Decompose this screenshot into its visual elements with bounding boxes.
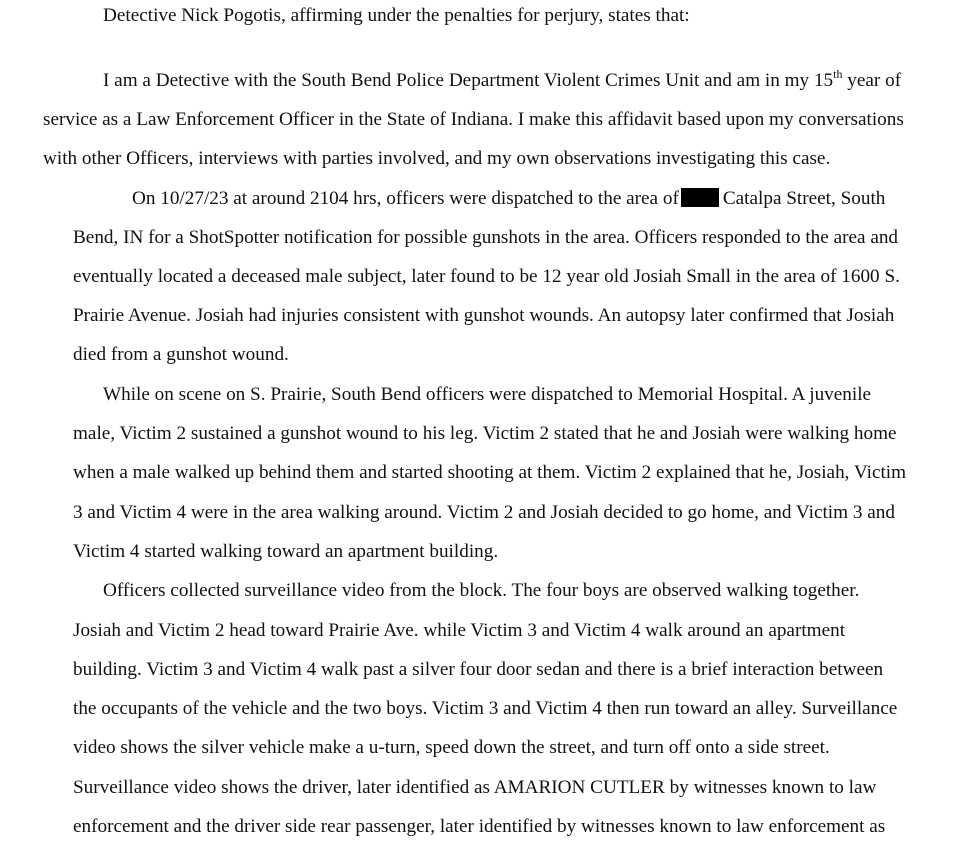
paragraph-4-line-5: video shows the silver vehicle make a u-turn, speed down the street, and turn off onto a side street. — [73, 737, 830, 758]
paragraph-1-line-1 — [103, 67, 902, 92]
paragraph-2-line-1 — [132, 188, 885, 210]
paragraph-3-line-4: 3 and Victim 4 were in the area walking around. Victim 2 and Josiah decided to go home, and Victim 3 and — [73, 502, 895, 523]
paragraph-2-line-1-text: On 10/27/23 at around 2104 hrs, officers were dispatched to the area of — [132, 188, 679, 209]
paragraph-4-line-7: enforcement and the driver side rear passenger, later identified by witnesses known to law enforcement as — [73, 816, 886, 837]
paragraph-2-line-2: Bend, IN for a ShotSpotter notification for possible gunshots in the area. Officers responded to the area and — [73, 227, 899, 248]
paragraph-3-line-2: male, Victim 2 sustained a gunshot wound to his leg. Victim 2 stated that he and Josiah were walking home — [73, 423, 897, 444]
paragraph-2-line-5: died from a gunshot wound. — [73, 344, 289, 365]
paragraph-1-line-2: service as a Law Enforcement Officer in the State of Indiana. I make this affidavit based upon my conversations — [43, 109, 904, 130]
paragraph-3-line-1: While on scene on S. Prairie, South Bend officers were dispatched to Memorial Hospital. A juvenile — [103, 384, 872, 405]
paragraph-4-line-3: building. Victim 3 and Victim 4 walk past a silver four door sedan and there is a brief interaction between — [73, 659, 884, 680]
paragraph-4-line-6: Surveillance video shows the driver, later identified as AMARION CUTLER by witnesses known to law — [73, 777, 877, 798]
paragraph-4-line-2: Josiah and Victim 2 head toward Prairie Ave. while Victim 3 and Victim 4 walk around an apartment — [73, 620, 846, 641]
paragraph-3-line-5: Victim 4 started walking toward an apartment building. — [73, 541, 499, 562]
paragraph-1-line-1-text: I am a Detective with the South Bend Police Department Violent Crimes Unit and am in my 15 — [103, 70, 834, 91]
paragraph-4-line-1: Officers collected surveillance video from the block. The four boys are observed walking together. — [103, 580, 860, 601]
redaction-block — [681, 188, 719, 207]
paragraph-4-line-4: the occupants of the vehicle and the two boys. Victim 3 and Victim 4 then run toward an alley. Surveillance — [73, 698, 898, 719]
intro-line: Detective Nick Pogotis, affirming under the penalties for perjury, states that: — [103, 5, 690, 26]
paragraph-2-line-1-tail: Catalpa Street, South — [722, 188, 886, 209]
paragraph-1-line-3: with other Officers, interviews with parties involved, and my own observations investigating this case. — [43, 148, 831, 169]
paragraph-3-line-3: when a male walked up behind them and started shooting at them. Victim 2 explained that he, Josiah, Victim — [73, 462, 907, 483]
paragraph-2-line-3: eventually located a deceased male subject, later found to be 12 year old Josiah Small in the area of 1600 S. — [73, 266, 900, 287]
paragraph-1-line-1-tail: year of — [842, 70, 902, 91]
paragraph-2-line-4: Prairie Avenue. Josiah had injuries consistent with gunshot wounds. An autopsy later confirmed that Josiah — [73, 305, 895, 326]
ordinal-suffix: th — [833, 67, 843, 81]
